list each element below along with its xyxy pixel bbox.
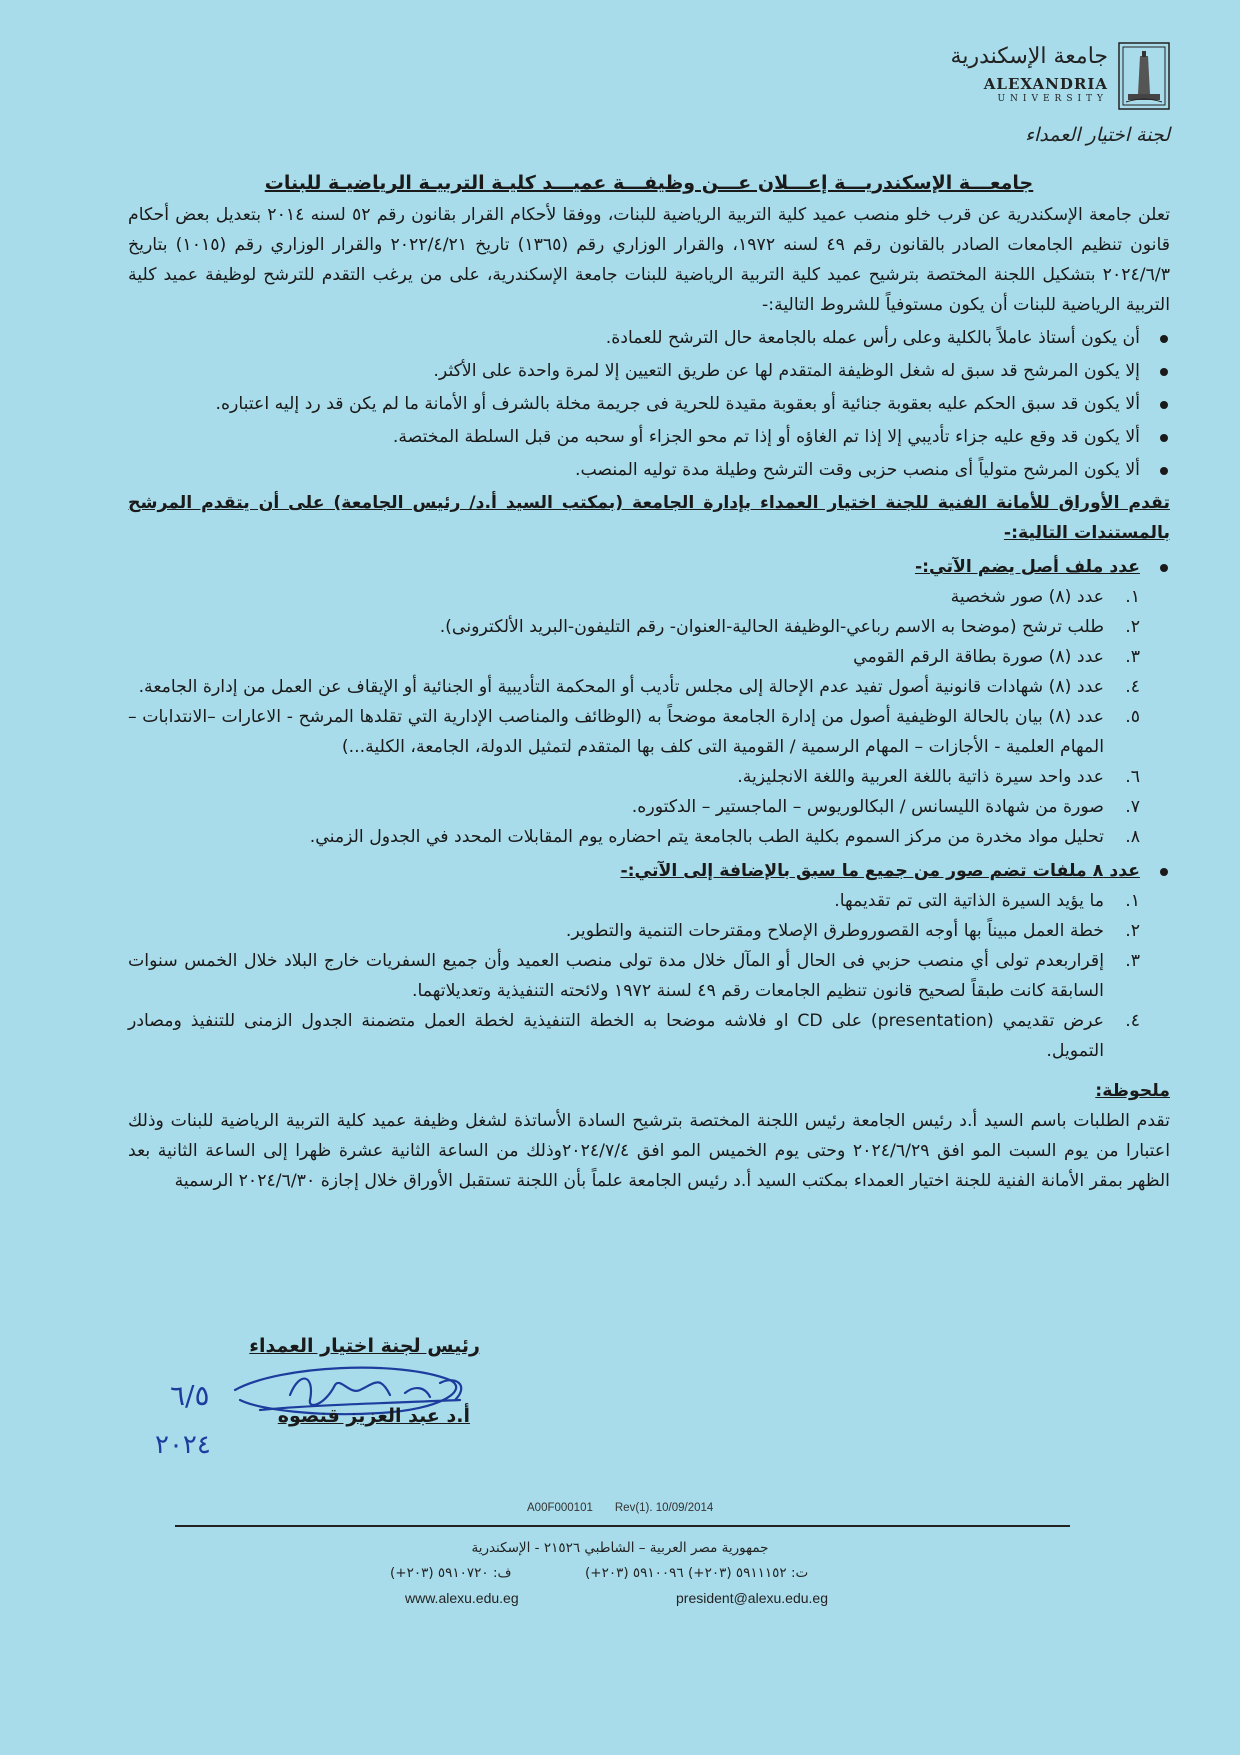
note-heading: ملحوظة: [1095, 1081, 1170, 1101]
file1-heading: عدد ملف أصل يضم الآتي:- [128, 552, 1170, 582]
conditions-list [128, 323, 1170, 485]
note-paragraph: تقدم الطلبات باسم السيد أ.د رئيس الجامعة رئيس اللجنة المختصة بترشيح السادة الأساتذة لشغل وظيفة عميد كلية التربية الرياضية للبنات وذلك اعتبارا من يوم السبت المو افق ٢٠٢٤/٦/٢٩ وحتى يوم الخميس المو افق ٢٠٢٤/٧/٤وذلك من الساعة الثانية عشرة ظهرا إلى الساعة الثانية بعد الظهر بمقر الأمانة الفنية للجنة اختيار العمداء بمكتب السيد أ.د رئيس الجامعة علماً بأن اللجنة تستقبل الأوراق خلال إجازة ٢٠٢٤/٦/٣٠ الرسمية [128, 1111, 1171, 1191]
footer-divider [175, 1525, 1070, 1527]
file1-list [128, 582, 1170, 852]
signatory-title: رئيس لجنة اختيار العمداء [249, 1335, 480, 1357]
list-item: ٢. خطة العمل مبيناً بها أوجه القصوروطرق الإصلاح ومقترحات التنمية والتطوير. [565, 921, 1140, 941]
bullet-icon [1160, 868, 1168, 876]
list-item: ٥. عدد (٨) بيان بالحالة الوظيفية أصول من إدارة الجامعة موضحاً به (الوظائف والمناصب الإدارية التي تقلدها المرشح - الاعارات –الانتدابات – المهام العلمية - الأجازات – المهام الرسمية / القومية التى كلف بها المتقدم لتمثيل الدولة، الجامعة، الكلية...) [128, 707, 1140, 757]
bullet-icon [1160, 434, 1168, 442]
list-item: ١. ما يؤيد السيرة الذاتية التى تم تقديمها. [834, 891, 1140, 911]
logo-english-text: ALEXANDRIA [983, 75, 1108, 93]
condition-item: أن يكون أستاذ عاملاً بالكلية وعلى رأس عمله بالجامعة حال الترشح للعمادة. [128, 323, 1170, 353]
logo-university-text: UNIVERSITY [997, 94, 1108, 104]
condition-item: ألا يكون المرشح متولياً أى منصب حزبى وقت الترشح وطيلة مدة توليه المنصب. [128, 455, 1170, 485]
signatory-name: أ.د عبد العزيز قنصوه [277, 1405, 470, 1427]
bullet-icon [1160, 564, 1168, 572]
bullet-icon [1160, 401, 1168, 409]
footer-email-link[interactable]: president@alexu.edu.eg [676, 1590, 828, 1606]
logo-arabic-text: جامعة الإسكندرية [950, 44, 1108, 69]
list-item: ٤. عدد (٨) شهادات قانونية أصول تفيد عدم الإحالة إلى مجلس تأديب أو المحكمة التأديبية أو الجنائية أو الإيقاف عن العمل من إدارة الجامعة. [138, 677, 1140, 697]
bullet-icon [1160, 368, 1168, 376]
condition-item: إلا يكون المرشح قد سبق له شغل الوظيفة المتقدم لها عن طريق التعيين إلا لمرة واحدة على الأكثر. [128, 356, 1170, 386]
list-item: ٢. طلب ترشح (موضحا به الاسم رباعي-الوظيفة الحالية-العنوان- رقم التليفون-البريد الألكترونى). [439, 617, 1140, 637]
list-item: ٧. صورة من شهادة الليسانس / البكالوريوس – الماجستير – الدكتوره. [631, 797, 1140, 817]
list-item: ٤. عرض تقديمي (presentation) على CD او فلاشه موضحا به الخطة التنفيذية لخطة العمل متضمنة الجدول الزمنى للتنفيذ ومصادر التمويل. [128, 1011, 1140, 1061]
announcement-title: جامعـــة الإسكندريـــة إعـــلان عـــن وظيفـــة عميـــد كليـة التربيـة الرياضيـة للبنات [264, 172, 1034, 194]
condition-item: ألا يكون قد وقع عليه جزاء تأديبي إلا إذا تم الغاؤه أو إذا تم محو الجزاء أو سحبه من قبل السلطة المختصة. [128, 422, 1170, 452]
committee-name: لجنة اختيار العمداء [1025, 124, 1170, 146]
list-item: ٣. إقراربعدم تولى أي منصب حزبي فى الحال أو المآل خلال مدة تولى منصب العميد وأن جميع السفريات خارج البلاد خلال الخمس سنوات السابقة كانت طبقاً لصحيح قانون تنظيم الجامعات رقم ٤٩ لسنة ١٩٧٢ ولائحته التنفيذية وتعديلاتهما. [128, 951, 1140, 1001]
announcement-body [128, 168, 1170, 1196]
footer-phones: ت: ٥٩١١١٥٢ (٢٠٣+) ٥٩١٠٠٩٦ (٢٠٣+) [585, 1565, 809, 1581]
footer-fax: ف: ٥٩١٠٧٢٠ (٢٠٣+) [390, 1565, 512, 1581]
footer-address: جمهورية مصر العربية – الشاطبي ٢١٥٢٦ - الإسكندرية [471, 1540, 769, 1556]
signature-date-year: ٢٠٢٤ [155, 1430, 211, 1460]
signature-date-day: ٦/٥ [170, 1379, 210, 1412]
university-logo [950, 42, 1170, 112]
lighthouse-seal-icon [1118, 42, 1170, 110]
list-item: ١. عدد (٨) صور شخصية [950, 587, 1140, 607]
file2-heading: عدد ٨ ملفات تضم صور من جميع ما سبق بالإضافة إلى الآتي:- [128, 856, 1170, 886]
file2-list [128, 886, 1170, 1066]
condition-item: ألا يكون قد سبق الحكم عليه بعقوبة جنائية أو بعقوبة مقيدة للحرية فى جريمة مخلة بالشرف أو الأمانة ما لم يكن قد رد إليه اعتباره. [128, 389, 1170, 419]
document-code: A00F000101 Rev(1). 10/09/2014 [527, 1502, 714, 1514]
list-item: ٣. عدد (٨) صورة بطاقة الرقم القومي [853, 647, 1140, 667]
list-item: ٨. تحليل مواد مخدرة من مركز السموم بكلية الطب بالجامعة يتم احضاره يوم المقابلات المحدد في الجدول الزمني. [309, 827, 1140, 847]
intro-paragraph: تعلن جامعة الإسكندرية عن قرب خلو منصب عميد كلية التربية الرياضية للبنات، ووفقا لأحكام القرار بقانون رقم ٥٢ لسنه ٢٠١٤ بتعديل بعض أحكام قانون تنظيم الجامعات الصادر بالقانون رقم ٤٩ لسنه ١٩٧٢، والقرار الوزاري رقم (١٣٦٥) تاريخ ٢٠٢٢/٤/٢١ والقرار الوزاري رقم (١٠١٥) بتاريخ ٢٠٢٤/٦/٣ بتشكيل اللجنة المختصة بترشيح عميد كلية التربية الرياضية للبنات جامعة الإسكندرية، على من يرغب التقدم للترشح لوظيفة عميد كلية التربية الرياضية للبنات أن يكون مستوفياً للشروط التالية:- [128, 205, 1171, 315]
bullet-icon [1160, 335, 1168, 343]
list-item: ٦. عدد واحد سيرة ذاتية باللغة العربية واللغة الانجليزية. [737, 767, 1140, 787]
bullet-icon [1160, 467, 1168, 475]
submission-instructions: تقدم الأوراق للأمانة الفنية للجنة اختيار العمداء بإدارة الجامعة (بمكتب السيد أ.د/ رئيس الجامعة) على أن يتقدم المرشح بالمستندات التالية:- [128, 493, 1170, 543]
footer-website-link[interactable]: www.alexu.edu.eg [405, 1590, 519, 1606]
